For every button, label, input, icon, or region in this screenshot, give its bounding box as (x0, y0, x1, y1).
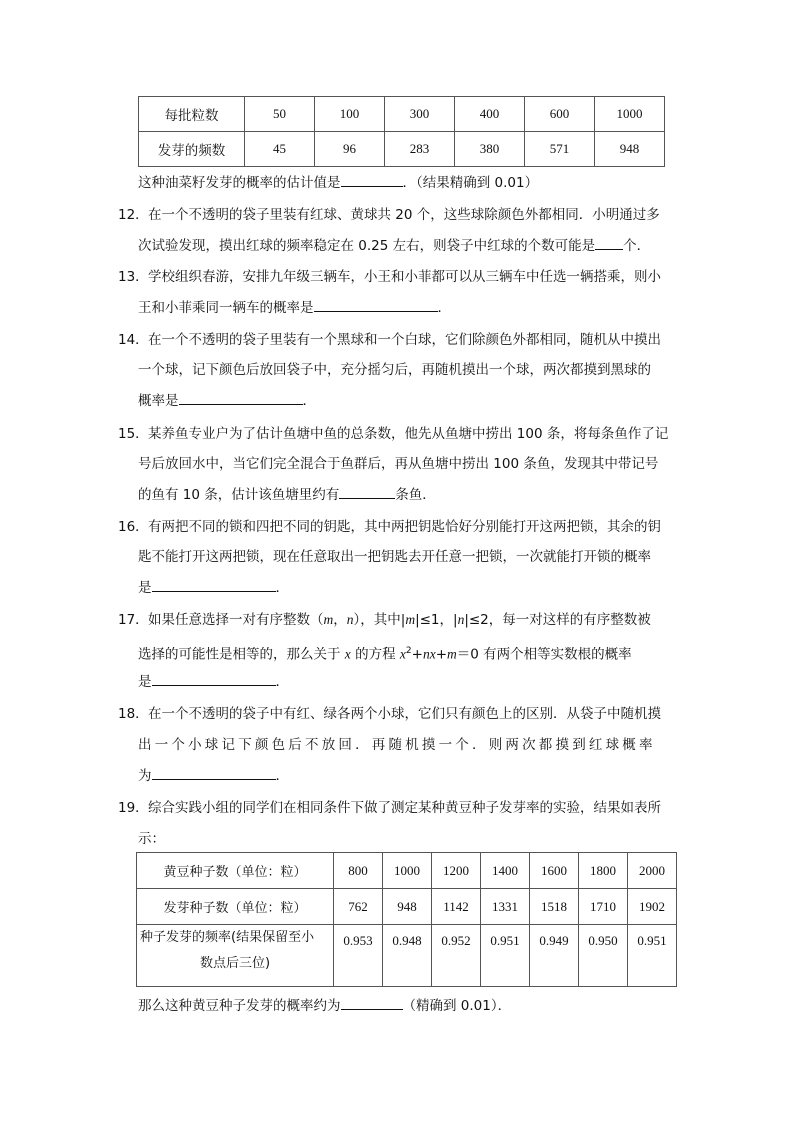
question-text: ． (275, 674, 289, 690)
table-cell: 600 (525, 97, 595, 132)
table-cell: 762 (334, 889, 383, 925)
table-cell: 948 (383, 889, 432, 925)
question-15-line3 (138, 485, 436, 505)
table-cell: 0.951 (628, 925, 677, 987)
table-cell: 0.952 (432, 925, 481, 987)
question-text: |≤2，每一对这样的有序整数被 (464, 612, 651, 628)
question-text: ． (275, 768, 289, 784)
table-row (137, 889, 677, 925)
table-cell: 0.953 (334, 925, 383, 987)
table-header-cell (137, 925, 334, 987)
question-13-line2 (138, 298, 451, 318)
math-var: n (422, 646, 430, 662)
table-cell: 1800 (579, 853, 628, 889)
answer-blank[interactable] (595, 236, 623, 250)
question-14-line2: 一个球，记下颜色后放回袋子中，充分摇匀后，再随机摸出一个球，两次都摸到黑球的 (138, 362, 651, 378)
question-text: 选择的可能性是相等的，那么关于 (138, 646, 341, 663)
question-18-line2: 出一个小球记下颜色后不放回．再随机摸一个．则两次都摸到红球概率 (138, 737, 656, 753)
seed-table (138, 96, 665, 167)
table-row (139, 132, 665, 167)
question-13-line1: 学校组织春游，安排九年级三辆车，小王和小菲都可以从三辆车中任选一辆搭乘，则小 (148, 269, 661, 285)
question-19-line2: 示： (138, 831, 165, 847)
table-cell: 1518 (530, 889, 579, 925)
table-cell: 1600 (530, 853, 579, 889)
table-row (137, 925, 677, 987)
table-cell: 2000 (628, 853, 677, 889)
question-12-line2 (138, 236, 650, 256)
question-11-tail (138, 173, 538, 193)
table-cell: 45 (245, 132, 315, 167)
question-number: 16． (118, 519, 149, 535)
answer-blank[interactable] (341, 996, 403, 1010)
table-cell: 571 (525, 132, 595, 167)
question-16-line1: 有两把不同的锁和四把不同的钥匙，其中两把钥匙恰好分别能打开这两把锁，其余的钥 (148, 519, 661, 535)
question-text: |≤1，| (415, 612, 458, 628)
table-cell: 1142 (432, 889, 481, 925)
question-text: ＝0 有两个相等实数根的概率 (456, 646, 632, 663)
math-var: x (429, 646, 436, 662)
question-text: 概率是 (138, 393, 179, 409)
question-number: 15． (118, 426, 149, 442)
math-var: x (344, 646, 351, 662)
table-cell: 0.949 (530, 925, 579, 987)
math-exponent: 2 (405, 646, 412, 656)
table-cell: 1710 (579, 889, 628, 925)
question-text: （精确到 0.01）． (402, 998, 512, 1014)
question-text: 为 (138, 768, 152, 784)
table-header-text: 种子发芽的频率(结果保留至小 (140, 930, 315, 945)
answer-blank[interactable] (179, 391, 303, 405)
question-number: 13． (118, 269, 149, 285)
question-text: 条鱼． (395, 487, 436, 503)
table-cell: 0.951 (481, 925, 530, 987)
question-number: 19． (118, 800, 149, 816)
question-text: 的方程 (355, 646, 396, 663)
question-14-line3 (138, 391, 316, 411)
table-cell: 1000 (595, 97, 665, 132)
question-number: 18． (118, 706, 149, 722)
table-cell: 0.950 (579, 925, 628, 987)
table-cell: 1902 (628, 889, 677, 925)
table-header-cell: 发芽的频数 (139, 132, 245, 167)
question-15-line1: 某养鱼专业户为了估计鱼塘中鱼的总条数，他先从鱼塘中捞出 100 条，将每条鱼作了记 (148, 426, 669, 442)
question-text: 的鱼有 10 条，估计该鱼塘里约有 (138, 487, 340, 503)
question-text: 次试验发现，摸出红球的频率稳定在 0.25 左右，则袋子中红球的个数可能是 (138, 238, 596, 254)
table-cell: 1000 (383, 853, 432, 889)
answer-blank[interactable] (152, 672, 276, 686)
question-text: 个． (623, 238, 651, 254)
math-var: m (447, 646, 457, 662)
table-row (139, 97, 665, 132)
table-cell: 50 (245, 97, 315, 132)
table-cell: 380 (455, 132, 525, 167)
table-cell: 100 (315, 97, 385, 132)
table-cell: 96 (315, 132, 385, 167)
question-text: ， (333, 612, 347, 628)
question-text: ． (437, 300, 451, 316)
question-text: 这种油菜籽发芽的概率的估计值是 (138, 175, 341, 191)
question-16-line3 (138, 578, 289, 598)
question-text: ． (275, 580, 289, 596)
table-cell: 0.948 (383, 925, 432, 987)
answer-blank[interactable] (314, 298, 438, 312)
question-text: 是 (138, 580, 152, 596)
math-var: x (399, 646, 406, 662)
table-cell: 1200 (432, 853, 481, 889)
table-cell: 400 (455, 97, 525, 132)
question-text: 如果任意选择一对有序整数（ (148, 612, 324, 628)
math-var: n (346, 612, 354, 627)
question-18-line1: 在一个不透明的袋子中有红、绿各两个小球，它们只有颜色上的区别．从袋子中随机摸 (148, 706, 661, 722)
math-var: n (457, 612, 465, 627)
answer-blank[interactable] (152, 578, 276, 592)
math-var: m (323, 612, 334, 627)
question-number: 12． (118, 207, 149, 223)
question-number: 14． (118, 332, 149, 348)
question-text: 王和小菲乘同一辆车的概率是 (138, 300, 314, 316)
question-text: 那么这种黄豆种子发芽的概率约为 (138, 998, 341, 1014)
question-12-line1: 在一个不透明的袋子里装有红球、黄球共 20 个，这些球除颜色外都相同．小明通过多 (148, 207, 660, 223)
answer-blank[interactable] (341, 173, 403, 187)
question-text: ． (302, 393, 316, 409)
question-15-line2: 号后放回水中，当它们完全混合于鱼群后，再从鱼塘中捞出 100 条鱼，发现其中带记号 (138, 456, 659, 472)
table-cell: 300 (385, 97, 455, 132)
question-text: ．（结果精确到 0.01） (402, 175, 539, 191)
question-18-line3 (138, 766, 289, 786)
table-cell: 1400 (481, 853, 530, 889)
question-17-line2 (138, 641, 632, 665)
math-var: m (405, 612, 416, 627)
table-cell: 1331 (481, 889, 530, 925)
question-19-tail (138, 996, 511, 1016)
question-16-line2: 匙不能打开这两把锁，现在任意取出一把钥匙去开任意一把锁，一次就能打开锁的概率 (138, 549, 651, 565)
question-number: 17． (118, 612, 149, 628)
table-header-cell: 每批粒数 (139, 97, 245, 132)
question-14-line1: 在一个不透明的袋子里装有一个黑球和一个白球，它们除颜色外都相同，随机从中摸出 (148, 332, 661, 348)
table-row (137, 853, 677, 889)
question-text: ），其中| (353, 612, 406, 628)
table-cell: 283 (385, 132, 455, 167)
answer-blank[interactable] (339, 485, 395, 499)
math-op: + (435, 646, 447, 663)
math-op: + (411, 646, 423, 663)
table-header-text: 数点后三位) (199, 956, 271, 971)
table-header-cell: 发芽种子数（单位：粒） (137, 889, 334, 925)
question-17-line3 (138, 672, 289, 692)
answer-blank[interactable] (152, 766, 276, 780)
question-19-line1: 综合实践小组的同学们在相同条件下做了测定某种黄豆种子发芽率的实验，结果如表所 (148, 800, 661, 816)
question-text: 是 (138, 674, 152, 690)
question-17-line1 (148, 610, 651, 630)
table-cell: 800 (334, 853, 383, 889)
table-cell: 948 (595, 132, 665, 167)
table-header-cell: 黄豆种子数（单位：粒） (137, 853, 334, 889)
soybean-table (136, 852, 677, 987)
